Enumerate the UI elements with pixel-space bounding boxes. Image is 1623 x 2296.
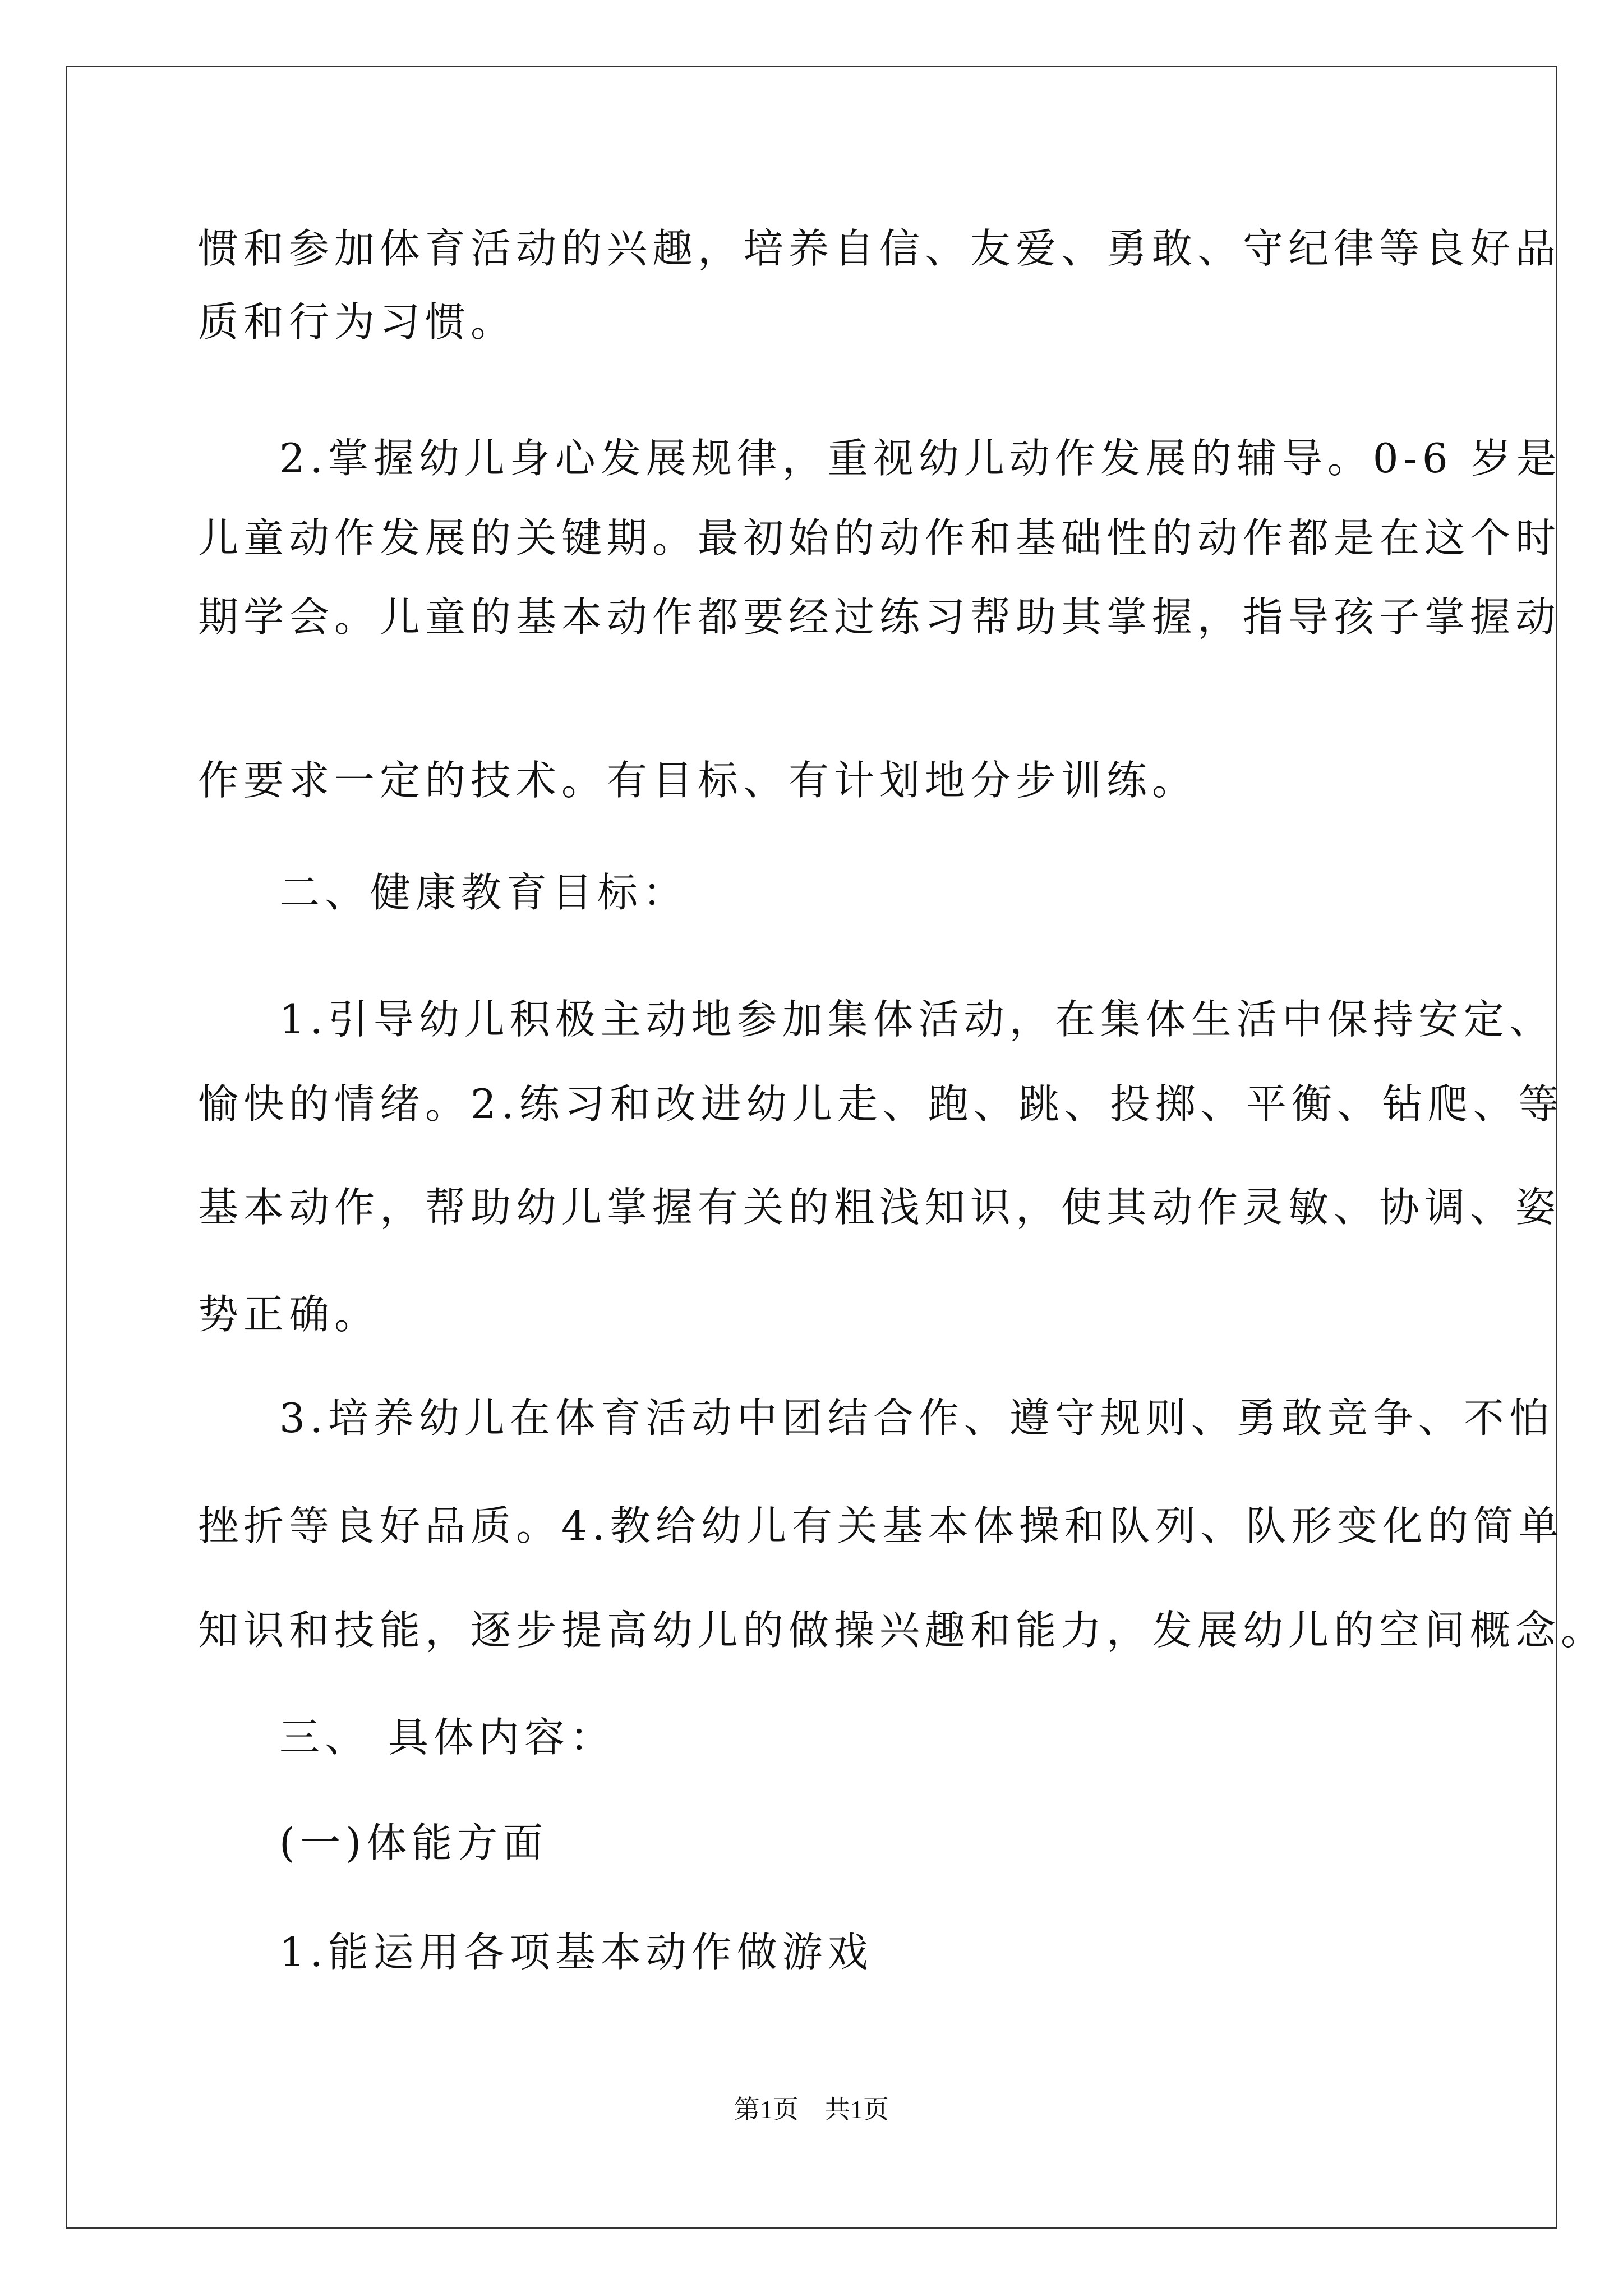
body-line: 儿童动作发展的关键期。最初始的动作和基础性的动作都是在这个时 — [198, 514, 1561, 562]
body-line: 惯和参加体育活动的兴趣，培养自信、友爱、勇敢、守纪律等良好品 — [198, 225, 1561, 272]
body-line: 知识和技能，逐步提高幼儿的做操兴趣和能力，发展幼儿的空间概念。 — [198, 1607, 1607, 1654]
body-line: 质和行为习惯。 — [198, 298, 517, 346]
body-line: 1.能运用各项基本动作做游戏 — [279, 1929, 873, 1976]
body-line: 势正确。 — [198, 1291, 380, 1338]
section-heading: 二、健康教育目标： — [279, 869, 689, 916]
body-line: 2.掌握幼儿身心发展规律，重视幼儿动作发展的辅导。0-6 岁是 — [279, 435, 1562, 482]
section-heading: 三、 具体内容： — [279, 1714, 615, 1761]
page-footer: 第1页 共1页 — [734, 2095, 889, 2124]
body-line: 1.引导幼儿积极主动地参加集体活动，在集体生活中保持安定、 — [279, 996, 1555, 1043]
body-line: 作要求一定的技术。有目标、有计划地分步训练。 — [198, 757, 1198, 804]
body-line: 愉快的情绪。2.练习和改进幼儿走、跑、跳、投掷、平衡、钻爬、等 — [198, 1080, 1564, 1128]
body-line: 挫折等良好品质。4.教给幼儿有关基本体操和队列、队形变化的简单 — [198, 1502, 1564, 1549]
page-border — [66, 66, 1557, 2229]
body-line: 期学会。儿童的基本动作都要经过练习帮助其掌握，指导孩子掌握动 — [198, 593, 1561, 641]
subsection-heading: (一)体能方面 — [279, 1819, 548, 1866]
body-line: 3.培养幼儿在体育活动中团结合作、遵守规则、勇敢竞争、不怕 — [279, 1395, 1555, 1442]
body-line: 基本动作，帮助幼儿掌握有关的粗浅知识，使其动作灵敏、协调、姿 — [198, 1184, 1561, 1231]
